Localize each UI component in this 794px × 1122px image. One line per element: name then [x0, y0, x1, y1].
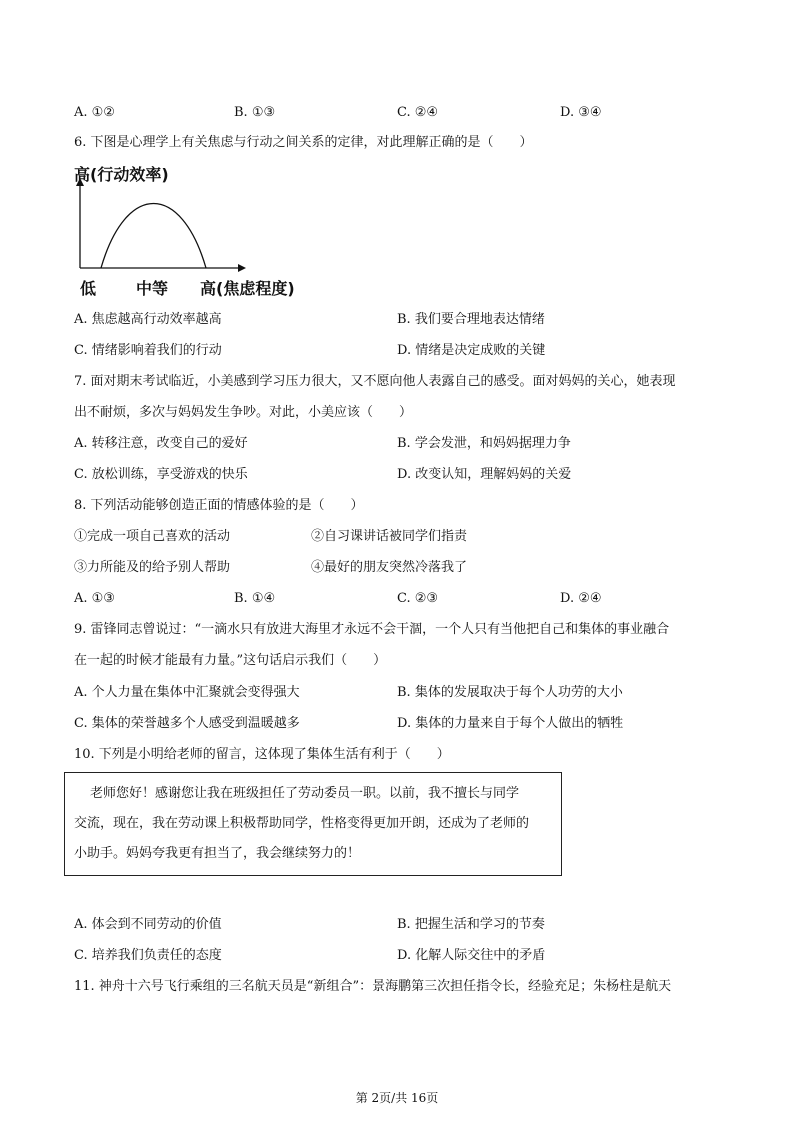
q8-option-a: A. ①③: [74, 591, 115, 606]
q6-option-b: B. 我们要合理地表达情绪: [397, 312, 545, 327]
anxiety-efficiency-chart: [70, 160, 320, 300]
q8-item-2: ②自习课讲话被同学们指责: [311, 529, 468, 544]
x-tick-label-mid: 中等: [136, 279, 169, 298]
x-axis-arrow: [238, 264, 246, 272]
q10-stem: 10. 下列是小明给老师的留言，这体现了集体生活有利于（ ）: [74, 747, 450, 762]
series-curve: [101, 204, 206, 269]
q7-stem-line2: 出不耐烦，多次与妈妈发生争吵。对此，小美应该（ ）: [74, 405, 413, 420]
q5-option-c: C. ②④: [397, 105, 439, 120]
q7-option-a: A. 转移注意，改变自己的爱好: [74, 436, 248, 451]
q8-option-c: C. ②③: [397, 591, 439, 606]
q7-option-b: B. 学会发泄，和妈妈据理力争: [397, 436, 571, 451]
q8-item-3: ③力所能及的给予别人帮助: [74, 560, 231, 575]
q6-option-a: A. 焦虑越高行动效率越高: [74, 312, 222, 327]
q6-option-d: D. 情绪是决定成败的关键: [397, 343, 546, 358]
q7-option-c: C. 放松训练，享受游戏的快乐: [74, 467, 248, 482]
q7-option-d: D. 改变认知，理解妈妈的关爱: [397, 467, 572, 482]
q10-option-c: C. 培养我们负责任的态度: [74, 948, 222, 963]
x-tick-label-low: 低: [80, 279, 97, 298]
note-line-1: 老师您好！感谢您让我在班级担任了劳动委员一职。以前，我不擅长与同学: [90, 786, 520, 801]
q9-option-a: A. 个人力量在集体中汇聚就会变得强大: [74, 685, 300, 700]
q6-option-c: C. 情绪影响着我们的行动: [74, 343, 222, 358]
q8-stem: 8. 下列活动能够创造正面的情感体验的是（ ）: [74, 498, 364, 513]
page-footer: 第 2页/共 16页: [355, 1091, 439, 1105]
note-line-2: 交流，现在，我在劳动课上积极帮助同学，性格变得更加开朗，还成为了老师的: [74, 816, 530, 831]
x-axis-label: 高(焦虑程度): [200, 279, 295, 298]
q8-item-1: ①完成一项自己喜欢的活动: [74, 529, 231, 544]
q10-option-b: B. 把握生活和学习的节奏: [397, 917, 545, 932]
q9-stem-line2: 在一起的时候才能最有力量。”这句话启示我们（ ）: [74, 653, 387, 668]
q6-stem: 6. 下图是心理学上有关焦虑与行动之间关系的定律，对此理解正确的是（ ）: [74, 135, 533, 150]
q10-option-d: D. 化解人际交往中的矛盾: [397, 948, 546, 963]
q5-option-b: B. ①③: [234, 105, 276, 120]
q5-option-d: D. ③④: [560, 105, 602, 120]
note-line-3: 小助手。妈妈夸我更有担当了，我会继续努力的！: [74, 846, 361, 861]
q9-option-b: B. 集体的发展取决于每个人功劳的大小: [397, 685, 623, 700]
q8-option-d: D. ②④: [560, 591, 602, 606]
q5-option-a: A. ①②: [74, 105, 115, 120]
y-axis-label: 高(行动效率): [74, 165, 169, 184]
q11-stem-line1: 11. 神舟十六号飞行乘组的三名航天员是“新组合”：景海鹏第三次担任指令长，经验充足；朱杨柱是航天: [74, 979, 672, 994]
q8-item-4: ④最好的朋友突然冷落我了: [311, 560, 468, 575]
q8-option-b: B. ①④: [234, 591, 276, 606]
q9-option-d: D. 集体的力量来自于每个人做出的牺牲: [397, 716, 624, 731]
teacher-note-box: [64, 772, 562, 876]
q9-stem-line1: 9. 雷锋同志曾说过：“一滴水只有放进大海里才永远不会干涸，一个人只有当他把自己和集体的事业融合: [74, 622, 670, 637]
q7-stem-line1: 7. 面对期末考试临近，小美感到学习压力很大，又不愿向他人表露自己的感受。面对妈妈的关心，她表现: [74, 374, 676, 389]
q10-option-a: A. 体会到不同劳动的价值: [74, 917, 222, 932]
q9-option-c: C. 集体的荣誉越多个人感受到温暖越多: [74, 716, 300, 731]
